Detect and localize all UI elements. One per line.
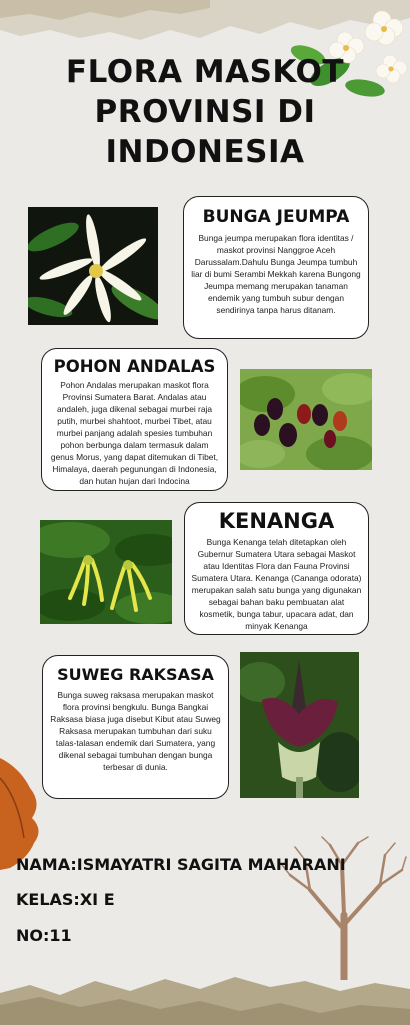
footer-kelas: KELAS:XI E [16, 890, 115, 909]
pohon-andalas-text: Pohon Andalas merupakan maskot flora Provinsi Sumatera Barat. Andalas atau andaleh, juga dikenal sebagai murbei raja putih, murbei shahtoot, murbei Tibet, atau murbei panjang adalah spesies tumbuhan pohon berbunga dalam termasuk dalam genus Morus, yang dapat ditemukan di Tibet, Himalaya, daerah pegunungan di Indonesia, dan hutan hujan dari Indocina [50, 380, 219, 486]
footer-nama: NAMA:ISMAYATRI SAGITA MAHARANI [16, 855, 346, 874]
kenanga-card [184, 502, 369, 635]
kenanga-heading: KENANGA [218, 509, 335, 533]
bunga-jeumpa-card [183, 196, 369, 339]
kenanga-text: Bunga Kenanga telah ditetapkan oleh Gubernur Sumatera Utara sebagai Maskot atau Identitas Flora dan Fauna Provinsi Sumatera Utara. Kenanga (Cananga odorata) merupakan salah satu bunga yang digunakan sebagai bahan baku pembuatan alat kosmetik, bunga tabur, upacara adat, dan minyak Kenanga [191, 537, 362, 631]
suweg-raksasa-text: Bunga suweg raksasa merupakan maskot flora provinsi bengkulu. Bunga Bangkai Raksasa biasa juga disebut Kibut atau Suweg Raksasa merupakan tumbuhan dari suku talas-talasan endemik dari Sumatera, yang dikenal sebagai tumbuhan dengan bunga terbesar di dunia. [50, 690, 221, 772]
suweg-raksasa-photo [240, 652, 359, 798]
bunga-jeumpa-heading: BUNGA JEUMPA [202, 207, 350, 227]
kenanga-photo [40, 520, 172, 624]
pohon-andalas-heading: POHON ANDALAS [53, 357, 216, 376]
footer-no: NO:11 [16, 926, 72, 945]
bunga-jeumpa-text: Bunga jeumpa merupakan flora identitas / maskot provinsi Nanggroe Aceh Darussalam.Dahulu Bunga Jeumpa tumbuh liar di bumi Serambi Mekkah karena Bungong Jeumpa memang merupakan tanaman endemik yang tumbuh subur dengan sendirinya tanpa harus ditanam. [191, 233, 361, 315]
suweg-raksasa-card [42, 655, 229, 799]
suweg-raksasa-heading: SUWEG RAKSASA [57, 665, 214, 684]
pohon-andalas-card [41, 348, 228, 491]
pohon-andalas-photo [240, 369, 372, 470]
torn-paper-bottom [0, 975, 410, 1025]
page-title: FLORA MASKOT PROVINSI DI INDONESIA [65, 54, 345, 170]
bunga-jeumpa-photo [28, 207, 158, 325]
